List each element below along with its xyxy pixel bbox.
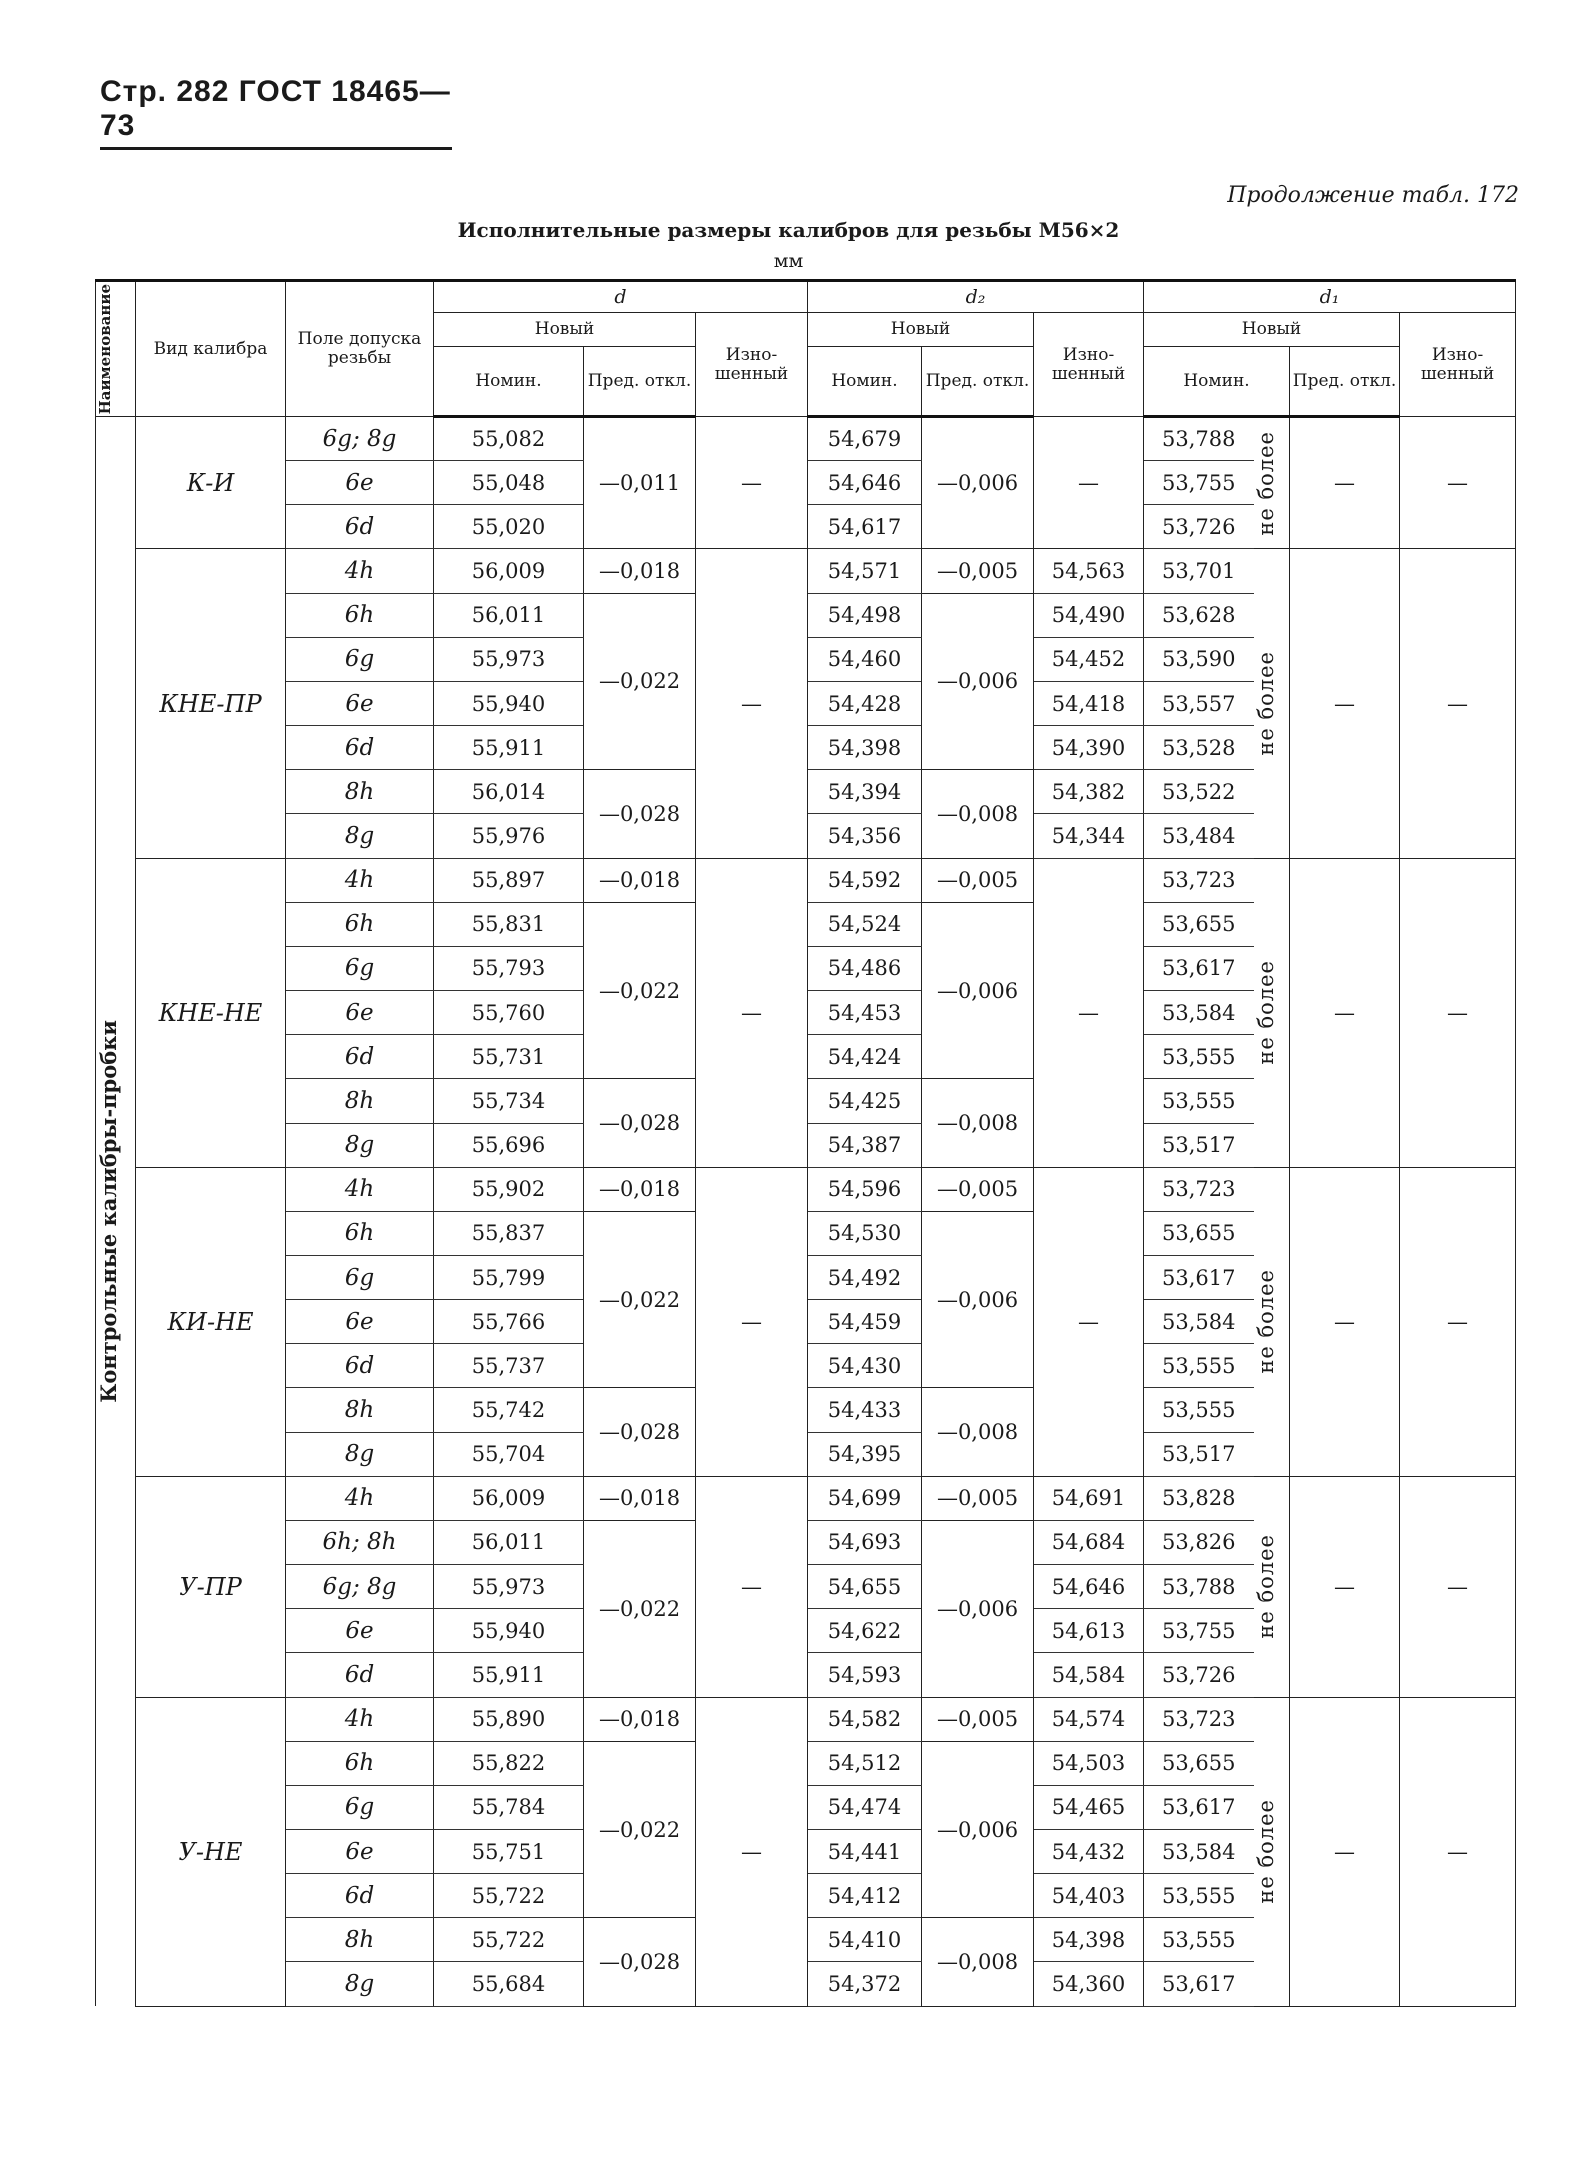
d2-worn: 54,418 xyxy=(1034,681,1144,725)
d1-nominal: 53,528 xyxy=(1144,726,1254,770)
d-nominal: 55,973 xyxy=(434,637,584,681)
gauge-kind: КИ-НЕ xyxy=(136,1167,286,1476)
table-row xyxy=(96,1167,1516,1211)
d2-nominal: 54,372 xyxy=(808,1962,922,2006)
table-row xyxy=(96,549,1516,593)
d2-worn: 54,691 xyxy=(1034,1476,1144,1520)
d-nominal: 55,793 xyxy=(434,946,584,990)
header-d2-nominal: Номин. xyxy=(808,347,922,417)
tolerance-field: 6g xyxy=(286,1785,434,1829)
d1-nominal: 53,723 xyxy=(1144,1697,1254,1741)
d-nominal: 55,890 xyxy=(434,1697,584,1741)
tolerance-field: 6h xyxy=(286,1211,434,1255)
tolerance-field: 6g xyxy=(286,637,434,681)
not-more-note xyxy=(1254,549,1290,858)
d1-nominal: 53,584 xyxy=(1144,1300,1254,1344)
d2-worn: — xyxy=(1034,1167,1144,1476)
table-title: Исполнительные размеры калибров для резьбы М56×2 xyxy=(457,218,1120,242)
d-nominal: 55,822 xyxy=(434,1741,584,1785)
d2-worn: 54,465 xyxy=(1034,1785,1144,1829)
d-tolerance: —0,018 xyxy=(584,1697,696,1741)
d2-worn: 54,574 xyxy=(1034,1697,1144,1741)
d-worn: — xyxy=(696,1697,808,2006)
d2-worn: 54,646 xyxy=(1034,1565,1144,1609)
d2-nominal: 54,592 xyxy=(808,858,922,902)
d1-tolerance: — xyxy=(1290,549,1400,858)
d1-nominal: 53,755 xyxy=(1144,1609,1254,1653)
d-worn: — xyxy=(696,1476,808,1697)
not-more-text: не более xyxy=(1253,1534,1278,1639)
d1-nominal: 53,617 xyxy=(1144,1255,1254,1299)
d-tolerance: —0,018 xyxy=(584,549,696,593)
d2-worn: 54,403 xyxy=(1034,1874,1144,1918)
d2-worn: 54,452 xyxy=(1034,637,1144,681)
d1-tolerance: — xyxy=(1290,417,1400,549)
tolerance-field: 8g xyxy=(286,1123,434,1167)
header-d1-tolerance: Пред. откл. xyxy=(1290,347,1400,417)
tolerance-field: 6h xyxy=(286,593,434,637)
d-nominal: 55,751 xyxy=(434,1830,584,1874)
d2-worn: 54,344 xyxy=(1034,814,1144,858)
tolerance-field: 6e xyxy=(286,991,434,1035)
d2-nominal: 54,492 xyxy=(808,1255,922,1299)
d1-nominal: 53,557 xyxy=(1144,681,1254,725)
d-worn: — xyxy=(696,549,808,858)
d2-tolerance: —0,008 xyxy=(922,1918,1034,2006)
d-nominal: 55,696 xyxy=(434,1123,584,1167)
tolerance-field: 6g; 8g xyxy=(286,417,434,461)
d1-worn: — xyxy=(1400,1697,1516,2006)
category-text: Контрольные калибры-пробки xyxy=(96,1020,121,1403)
tolerance-field: 4h xyxy=(286,549,434,593)
d-nominal: 55,831 xyxy=(434,902,584,946)
d2-worn: 54,398 xyxy=(1034,1918,1144,1962)
d-nominal: 55,731 xyxy=(434,1035,584,1079)
d-tolerance: —0,018 xyxy=(584,1167,696,1211)
d1-worn: — xyxy=(1400,549,1516,858)
header-field: Поле допуска резьбы xyxy=(286,281,434,417)
header-d2-worn: Изно- шенный xyxy=(1034,313,1144,417)
d1-nominal: 53,726 xyxy=(1144,505,1254,549)
d2-nominal: 54,699 xyxy=(808,1476,922,1520)
d1-nominal: 53,655 xyxy=(1144,1211,1254,1255)
d2-nominal: 54,655 xyxy=(808,1565,922,1609)
d-nominal: 55,722 xyxy=(434,1918,584,1962)
d2-nominal: 54,430 xyxy=(808,1344,922,1388)
d2-nominal: 54,622 xyxy=(808,1609,922,1653)
not-more-note xyxy=(1254,1476,1290,1697)
header-d-tolerance: Пред. откл. xyxy=(584,347,696,417)
gauge-kind: У-ПР xyxy=(136,1476,286,1697)
d1-nominal: 53,826 xyxy=(1144,1520,1254,1564)
header-d1-nominal: Номин. xyxy=(1144,347,1290,417)
d2-tolerance: —0,006 xyxy=(922,1211,1034,1388)
not-more-text: не более xyxy=(1253,1799,1278,1904)
d2-tolerance: —0,005 xyxy=(922,549,1034,593)
d2-nominal: 54,394 xyxy=(808,770,922,814)
d-tolerance: —0,011 xyxy=(584,417,696,549)
header-d1-worn: Изно- шенный xyxy=(1400,313,1516,417)
d2-nominal: 54,486 xyxy=(808,946,922,990)
not-more-note xyxy=(1254,417,1290,549)
d2-nominal: 54,512 xyxy=(808,1741,922,1785)
d1-nominal: 53,555 xyxy=(1144,1035,1254,1079)
d-tolerance: —0,018 xyxy=(584,1476,696,1520)
d2-nominal: 54,356 xyxy=(808,814,922,858)
not-more-text: не более xyxy=(1253,430,1278,536)
not-more-note xyxy=(1254,858,1290,1167)
tolerance-field: 6g; 8g xyxy=(286,1565,434,1609)
d1-nominal: 53,555 xyxy=(1144,1874,1254,1918)
d-tolerance: —0,028 xyxy=(584,1918,696,2006)
d-nominal: 55,940 xyxy=(434,1609,584,1653)
d-tolerance: —0,022 xyxy=(584,593,696,770)
d2-worn: 54,563 xyxy=(1034,549,1144,593)
d-tolerance: —0,028 xyxy=(584,770,696,858)
d2-worn: 54,684 xyxy=(1034,1520,1144,1564)
d1-nominal: 53,584 xyxy=(1144,1830,1254,1874)
d1-nominal: 53,655 xyxy=(1144,902,1254,946)
d2-nominal: 54,428 xyxy=(808,681,922,725)
d-nominal: 55,048 xyxy=(434,461,584,505)
d2-nominal: 54,433 xyxy=(808,1388,922,1432)
d2-nominal: 54,524 xyxy=(808,902,922,946)
d-nominal: 55,911 xyxy=(434,726,584,770)
d2-tolerance: —0,008 xyxy=(922,1388,1034,1476)
d2-tolerance: —0,006 xyxy=(922,417,1034,549)
tolerance-field: 8h xyxy=(286,1079,434,1123)
d1-nominal: 53,617 xyxy=(1144,946,1254,990)
tolerance-field: 6d xyxy=(286,1035,434,1079)
d1-nominal: 53,617 xyxy=(1144,1785,1254,1829)
tolerance-field: 8g xyxy=(286,1962,434,2006)
d-nominal: 55,902 xyxy=(434,1167,584,1211)
d2-tolerance: —0,005 xyxy=(922,858,1034,902)
header-d2-tolerance: Пред. откл. xyxy=(922,347,1034,417)
d2-tolerance: —0,005 xyxy=(922,1167,1034,1211)
d2-tolerance: —0,008 xyxy=(922,770,1034,858)
d1-nominal: 53,555 xyxy=(1144,1388,1254,1432)
d-nominal: 56,014 xyxy=(434,770,584,814)
tolerance-field: 6d xyxy=(286,1344,434,1388)
d1-worn: — xyxy=(1400,417,1516,549)
d2-nominal: 54,395 xyxy=(808,1432,922,1476)
d-nominal: 55,766 xyxy=(434,1300,584,1344)
d1-worn: — xyxy=(1400,1476,1516,1697)
d2-nominal: 54,679 xyxy=(808,417,922,461)
table-row xyxy=(96,1476,1516,1520)
tolerance-field: 4h xyxy=(286,1167,434,1211)
d2-nominal: 54,498 xyxy=(808,593,922,637)
tolerance-field: 4h xyxy=(286,858,434,902)
d-nominal: 55,897 xyxy=(434,858,584,902)
d1-nominal: 53,828 xyxy=(1144,1476,1254,1520)
table-row xyxy=(96,858,1516,902)
d2-nominal: 54,646 xyxy=(808,461,922,505)
d-nominal: 55,020 xyxy=(434,505,584,549)
table-unit: мм xyxy=(773,250,804,272)
tolerance-field: 6e xyxy=(286,461,434,505)
d2-worn: 54,490 xyxy=(1034,593,1144,637)
d2-tolerance: —0,006 xyxy=(922,593,1034,770)
d2-nominal: 54,693 xyxy=(808,1520,922,1564)
header-d-nominal: Номин. xyxy=(434,347,584,417)
page-header: Стр. 282 ГОСТ 18465—73 xyxy=(100,75,452,150)
d1-nominal: 53,484 xyxy=(1144,814,1254,858)
header-d2-new: Новый xyxy=(808,313,1034,347)
d2-nominal: 54,425 xyxy=(808,1079,922,1123)
d1-nominal: 53,788 xyxy=(1144,1565,1254,1609)
d2-nominal: 54,398 xyxy=(808,726,922,770)
d1-nominal: 53,590 xyxy=(1144,637,1254,681)
d1-nominal: 53,628 xyxy=(1144,593,1254,637)
d1-nominal: 53,755 xyxy=(1144,461,1254,505)
not-more-note xyxy=(1254,1167,1290,1476)
tolerance-field: 6e xyxy=(286,1830,434,1874)
d2-tolerance: —0,006 xyxy=(922,1741,1034,1918)
d1-nominal: 53,723 xyxy=(1144,858,1254,902)
d-nominal: 56,011 xyxy=(434,593,584,637)
not-more-text: не более xyxy=(1253,960,1278,1065)
d2-worn: 54,613 xyxy=(1034,1609,1144,1653)
header-d2: d₂ xyxy=(808,281,1144,313)
d-nominal: 55,976 xyxy=(434,814,584,858)
d-nominal: 55,784 xyxy=(434,1785,584,1829)
d2-tolerance: —0,006 xyxy=(922,902,1034,1079)
d-nominal: 55,684 xyxy=(434,1962,584,2006)
tolerance-field: 6d xyxy=(286,505,434,549)
d2-nominal: 54,412 xyxy=(808,1874,922,1918)
d1-tolerance: — xyxy=(1290,858,1400,1167)
tolerance-field: 6d xyxy=(286,1874,434,1918)
d2-worn: 54,432 xyxy=(1034,1830,1144,1874)
d2-worn: 54,503 xyxy=(1034,1741,1144,1785)
tolerance-field: 8g xyxy=(286,1432,434,1476)
tolerance-field: 4h xyxy=(286,1697,434,1741)
tolerance-field: 6e xyxy=(286,681,434,725)
d-tolerance: —0,028 xyxy=(584,1388,696,1476)
d1-nominal: 53,701 xyxy=(1144,549,1254,593)
d-nominal: 56,009 xyxy=(434,1476,584,1520)
d2-tolerance: —0,008 xyxy=(922,1079,1034,1167)
tolerance-field: 8h xyxy=(286,770,434,814)
d2-worn: — xyxy=(1034,858,1144,1167)
header-d1: d₁ xyxy=(1144,281,1516,313)
table-row xyxy=(96,417,1516,461)
d2-nominal: 54,387 xyxy=(808,1123,922,1167)
d-tolerance: —0,022 xyxy=(584,902,696,1079)
gauge-dimensions-table xyxy=(95,279,1516,2007)
header-d1-new: Новый xyxy=(1144,313,1400,347)
d2-nominal: 54,424 xyxy=(808,1035,922,1079)
d-tolerance: —0,028 xyxy=(584,1079,696,1167)
d2-worn: 54,584 xyxy=(1034,1653,1144,1697)
d2-nominal: 54,441 xyxy=(808,1830,922,1874)
d-nominal: 55,704 xyxy=(434,1432,584,1476)
d2-nominal: 54,410 xyxy=(808,1918,922,1962)
d1-nominal: 53,555 xyxy=(1144,1344,1254,1388)
gauge-kind: К-И xyxy=(136,417,286,549)
d-tolerance: —0,022 xyxy=(584,1211,696,1388)
header-d-new: Новый xyxy=(434,313,696,347)
d-worn: — xyxy=(696,417,808,549)
d1-nominal: 53,788 xyxy=(1144,417,1254,461)
not-more-text: не более xyxy=(1253,651,1278,756)
d2-worn: 54,382 xyxy=(1034,770,1144,814)
d1-nominal: 53,655 xyxy=(1144,1741,1254,1785)
gauge-kind: КНЕ-НЕ xyxy=(136,858,286,1167)
d-tolerance: —0,022 xyxy=(584,1520,696,1697)
d-nominal: 55,722 xyxy=(434,1874,584,1918)
gauge-kind: КНЕ-ПР xyxy=(136,549,286,858)
d-nominal: 55,799 xyxy=(434,1255,584,1299)
d2-nominal: 54,459 xyxy=(808,1300,922,1344)
d2-nominal: 54,596 xyxy=(808,1167,922,1211)
header-name: Наименование xyxy=(96,281,136,417)
continuation-note: Продолжение табл. 172 xyxy=(1227,183,1519,208)
tolerance-field: 6g xyxy=(286,1255,434,1299)
d1-nominal: 53,517 xyxy=(1144,1432,1254,1476)
d2-worn: 54,360 xyxy=(1034,1962,1144,2006)
table-body xyxy=(96,417,1516,2007)
d-tolerance: —0,018 xyxy=(584,858,696,902)
tolerance-field: 6g xyxy=(286,946,434,990)
not-more-text: не более xyxy=(1253,1269,1278,1374)
d2-nominal: 54,474 xyxy=(808,1785,922,1829)
d1-nominal: 53,522 xyxy=(1144,770,1254,814)
d1-worn: — xyxy=(1400,858,1516,1167)
d2-nominal: 54,530 xyxy=(808,1211,922,1255)
d1-nominal: 53,555 xyxy=(1144,1079,1254,1123)
d-nominal: 55,742 xyxy=(434,1388,584,1432)
d1-nominal: 53,555 xyxy=(1144,1918,1254,1962)
d-nominal: 55,911 xyxy=(434,1653,584,1697)
d2-nominal: 54,571 xyxy=(808,549,922,593)
tolerance-field: 8g xyxy=(286,814,434,858)
d-nominal: 55,734 xyxy=(434,1079,584,1123)
d1-tolerance: — xyxy=(1290,1167,1400,1476)
d1-nominal: 53,617 xyxy=(1144,1962,1254,2006)
d2-nominal: 54,453 xyxy=(808,991,922,1035)
d2-nominal: 54,593 xyxy=(808,1653,922,1697)
d1-nominal: 53,726 xyxy=(1144,1653,1254,1697)
gauge-kind: У-НЕ xyxy=(136,1697,286,2006)
d-nominal: 55,837 xyxy=(434,1211,584,1255)
d1-worn: — xyxy=(1400,1167,1516,1476)
table-row xyxy=(96,1697,1516,1741)
d1-nominal: 53,723 xyxy=(1144,1167,1254,1211)
tolerance-field: 6d xyxy=(286,1653,434,1697)
d2-worn: — xyxy=(1034,417,1144,549)
d1-nominal: 53,517 xyxy=(1144,1123,1254,1167)
tolerance-field: 6e xyxy=(286,1609,434,1653)
d-nominal: 56,009 xyxy=(434,549,584,593)
d2-nominal: 54,582 xyxy=(808,1697,922,1741)
d2-tolerance: —0,006 xyxy=(922,1520,1034,1697)
header-kind: Вид калибра xyxy=(136,281,286,417)
tolerance-field: 8h xyxy=(286,1918,434,1962)
tolerance-field: 6e xyxy=(286,1300,434,1344)
tolerance-field: 6h xyxy=(286,1741,434,1785)
d-nominal: 56,011 xyxy=(434,1520,584,1564)
d1-tolerance: — xyxy=(1290,1476,1400,1697)
d-nominal: 55,940 xyxy=(434,681,584,725)
d2-tolerance: —0,005 xyxy=(922,1697,1034,1741)
d2-tolerance: —0,005 xyxy=(922,1476,1034,1520)
d2-worn: 54,390 xyxy=(1034,726,1144,770)
header-d-worn: Изно- шенный xyxy=(696,313,808,417)
d2-nominal: 54,617 xyxy=(808,505,922,549)
d2-nominal: 54,460 xyxy=(808,637,922,681)
d-nominal: 55,082 xyxy=(434,417,584,461)
not-more-note xyxy=(1254,1697,1290,2006)
header-d: d xyxy=(434,281,808,313)
d-nominal: 55,973 xyxy=(434,1565,584,1609)
tolerance-field: 4h xyxy=(286,1476,434,1520)
category-label xyxy=(96,417,136,2007)
tolerance-field: 6h xyxy=(286,902,434,946)
d-nominal: 55,737 xyxy=(434,1344,584,1388)
tolerance-field: 8h xyxy=(286,1388,434,1432)
d-worn: — xyxy=(696,1167,808,1476)
d-worn: — xyxy=(696,858,808,1167)
tolerance-field: 6h; 8h xyxy=(286,1520,434,1564)
d-tolerance: —0,022 xyxy=(584,1741,696,1918)
d1-nominal: 53,584 xyxy=(1144,991,1254,1035)
d-nominal: 55,760 xyxy=(434,991,584,1035)
tolerance-field: 6d xyxy=(286,726,434,770)
d1-tolerance: — xyxy=(1290,1697,1400,2006)
